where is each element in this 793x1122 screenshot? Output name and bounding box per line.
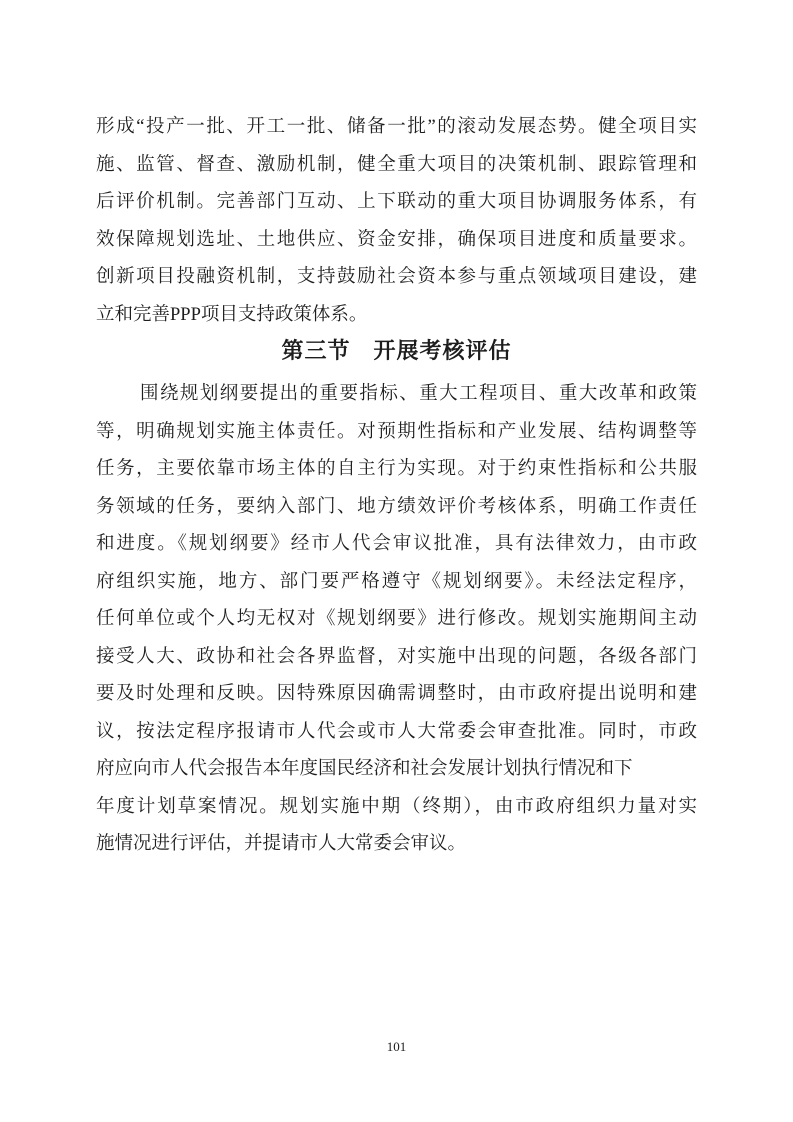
text-line: 任务，主要依靠市场主体的自主行为实现。对于约束性指标和公共服 <box>96 459 697 479</box>
text-line: 后评价机制。完善部门互动、上下联动的重大项目协调服务体系，有 <box>96 192 697 212</box>
text-line: 和进度。《规划纲要》经市人代会审议批准，具有法律效力，由市政 <box>96 534 697 554</box>
page-content <box>96 109 697 864</box>
text-line: 要及时处理和反映。因特殊原因确需调整时，由市政府提出说明和建 <box>96 684 697 704</box>
text-line: 府组织实施，地方、部门要严格遵守《规划纲要》。未经法定程序， <box>96 571 697 592</box>
text-line: 务领域的任务，要纳入部门、地方绩效评价考核体系，明确工作责任 <box>96 496 697 517</box>
text-line: 创新项目投融资机制，支持鼓励社会资本参与重点领域项目建设，建 <box>96 267 697 287</box>
text-line: 府应向市人代会报告本年度国民经济和社会发展计划执行情况和下 <box>96 759 633 779</box>
section-heading: 第三节 开展考核评估 <box>281 338 512 363</box>
text-line: 任何单位或个人均无权对《规划纲要》进行修改。规划实施期间主动 <box>96 609 697 629</box>
text-line: 接受人大、政协和社会各界监督，对实施中出现的问题，各级各部门 <box>96 646 697 667</box>
text-line: 围绕规划纲要提出的重要指标、重大工程项目、重大改革和政策 <box>140 384 697 404</box>
text-line: 等，明确规划实施主体责任。对预期性指标和产业发展、结构调整等 <box>96 421 697 442</box>
text-line: 施、监管、督查、激励机制，健全重大项目的决策机制、跟踪管理和 <box>96 154 697 175</box>
paragraph-assessment-evaluation <box>96 376 697 864</box>
text-line: 效保障规划选址、土地供应、资金安排，确保项目进度和质量要求。 <box>96 229 697 250</box>
text-line: 议，按法定程序报请市人代会或市人大常委会审查批准。同时，市政 <box>96 721 697 742</box>
text-line: 年度计划草案情况。规划实施中期（终期），由市政府组织力量对实 <box>96 796 697 817</box>
text-line: 施情况进行评估，并提请市人大常委会审议。 <box>96 834 467 854</box>
text-line: 形成“投产一批、开工一批、储备一批”的滚动发展态势。健全项目实 <box>96 117 697 137</box>
page-number: 101 <box>386 1039 407 1054</box>
text-line: 立和完善PPP项目支持政策体系。 <box>96 304 368 325</box>
paragraph-project-mechanisms <box>96 109 697 334</box>
